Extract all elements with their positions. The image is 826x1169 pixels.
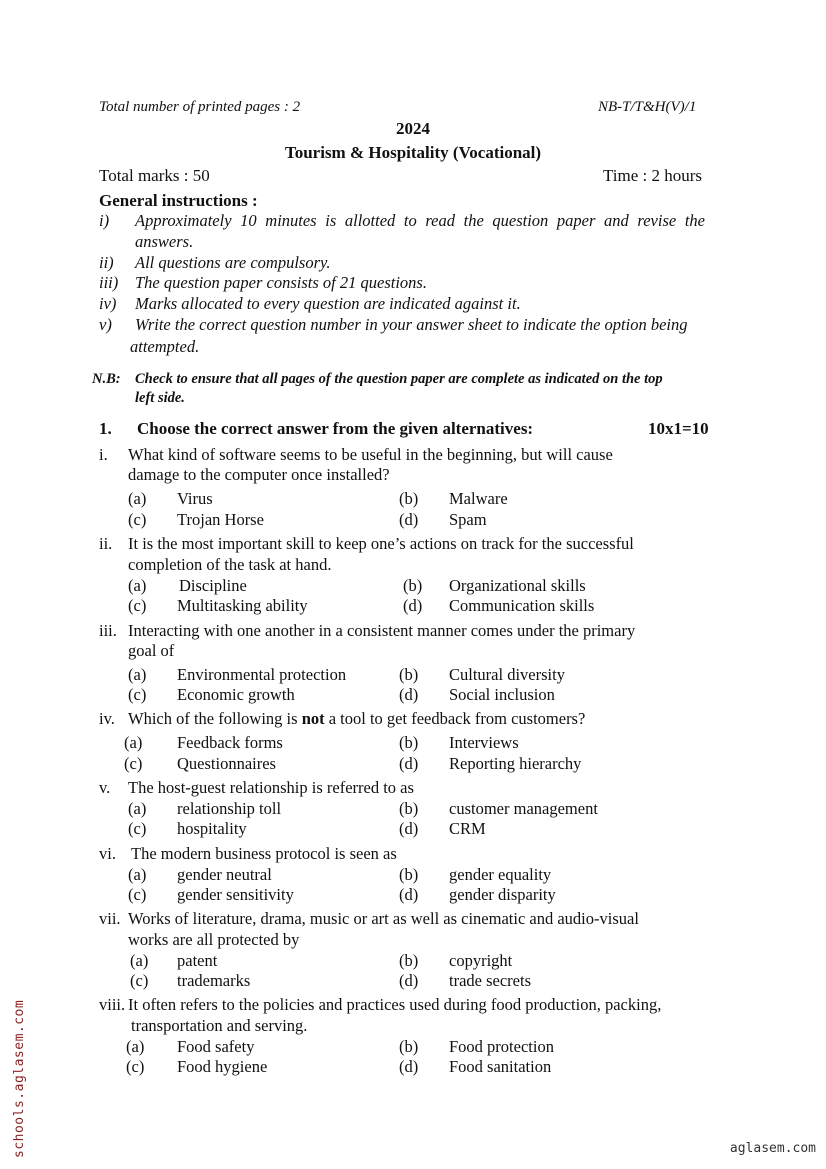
section-title: Choose the correct answer from the given alternatives:	[137, 419, 534, 438]
option-label: (b)	[399, 951, 419, 970]
option-label: (c)	[126, 1057, 145, 1076]
option-a: relationship toll	[177, 799, 282, 818]
option-label: (d)	[399, 1057, 419, 1076]
option-b: Cultural diversity	[449, 665, 565, 684]
question-text: Interacting with one another in a consistent manner comes under the primary	[128, 621, 636, 640]
question-text: It often refers to the policies and practices used during food production, packing,	[128, 995, 662, 1014]
instructions-title: General instructions :	[99, 191, 258, 210]
instruction-text: The question paper consists of 21 questions.	[135, 273, 427, 292]
option-b: Organizational skills	[449, 576, 586, 595]
option-label: (a)	[128, 865, 147, 884]
section-marks: 10x1=10	[648, 419, 709, 438]
option-label: (b)	[403, 576, 423, 595]
question-number: ii.	[99, 534, 113, 553]
question-text	[128, 709, 585, 729]
question-text: It is the most important skill to keep one’s actions on track for the successful	[128, 534, 634, 553]
option-label: (a)	[126, 1037, 145, 1056]
instruction-number: v)	[99, 315, 112, 334]
option-b: gender equality	[449, 865, 552, 884]
option-d: CRM	[449, 819, 486, 838]
option-label: (d)	[399, 819, 419, 838]
option-d: Reporting hierarchy	[449, 754, 582, 773]
instruction-text: Write the correct question number in your answer sheet to indicate the option being	[135, 315, 688, 334]
question-text-pre: Which of the following is	[128, 709, 302, 728]
side-watermark: schools.aglasem.com	[12, 999, 27, 1158]
question-text-cont: completion of the task at hand.	[128, 555, 332, 574]
instruction-number: iv)	[99, 294, 117, 313]
option-d: gender disparity	[449, 885, 556, 904]
option-d: Food sanitation	[449, 1057, 552, 1076]
question-text-cont: transportation and serving.	[131, 1016, 308, 1035]
option-label: (a)	[128, 799, 147, 818]
nb-label: N.B:	[92, 371, 121, 387]
exam-time: Time : 2 hours	[603, 166, 703, 185]
question-number: viii.	[99, 995, 126, 1014]
question-text-cont: goal of	[128, 641, 175, 660]
option-label: (c)	[128, 510, 147, 529]
option-label: (d)	[403, 596, 423, 615]
option-label: (d)	[399, 685, 419, 704]
option-b: Food protection	[449, 1037, 554, 1056]
question-number: iv.	[99, 709, 115, 728]
printed-pages-note: Total number of printed pages : 2	[99, 99, 301, 115]
option-c: gender sensitivity	[177, 885, 294, 904]
footer-watermark: aglasem.com	[729, 1141, 816, 1156]
question-text: What kind of software seems to be useful in the beginning, but will cause	[128, 445, 613, 464]
option-a: Virus	[177, 489, 213, 508]
instruction-number: iii)	[99, 273, 119, 292]
option-label: (d)	[399, 971, 419, 990]
option-b: copyright	[449, 951, 513, 970]
option-a: Food safety	[177, 1037, 255, 1056]
option-c: Economic growth	[177, 685, 295, 704]
option-d: trade secrets	[449, 971, 531, 990]
instruction-text-cont: answers.	[135, 232, 194, 251]
option-a: Feedback forms	[177, 733, 283, 752]
question-number: iii.	[99, 621, 117, 640]
option-b: Malware	[449, 489, 508, 508]
option-d: Social inclusion	[449, 685, 555, 704]
option-a: gender neutral	[177, 865, 272, 884]
nb-text-cont: left side.	[135, 390, 185, 406]
option-a: Discipline	[179, 576, 247, 595]
option-label: (b)	[399, 489, 419, 508]
option-c: Multitasking ability	[177, 596, 308, 615]
exam-year: 2024	[396, 119, 430, 138]
question-number: vii.	[99, 909, 121, 928]
option-label: (a)	[130, 951, 149, 970]
question-emphasis: not	[301, 709, 325, 728]
option-label: (b)	[399, 799, 419, 818]
question-text: The host-guest relationship is referred to as	[128, 778, 414, 797]
question-number: v.	[99, 778, 111, 797]
option-label: (b)	[399, 665, 419, 684]
question-number: vi.	[99, 844, 116, 863]
option-label: (d)	[399, 885, 419, 904]
option-label: (a)	[128, 576, 147, 595]
option-label: (d)	[399, 754, 419, 773]
subject-title: Tourism & Hospitality (Vocational)	[284, 143, 542, 162]
option-c: hospitality	[177, 819, 247, 838]
option-label: (c)	[128, 596, 147, 615]
question-number: i.	[99, 445, 108, 464]
question-text: The modern business protocol is seen as	[131, 844, 397, 863]
option-d: Communication skills	[449, 596, 595, 615]
option-label: (b)	[399, 1037, 419, 1056]
option-c: Food hygiene	[177, 1057, 268, 1076]
option-label: (b)	[399, 865, 419, 884]
total-marks: Total marks : 50	[99, 166, 210, 185]
option-label: (c)	[128, 819, 147, 838]
nb-text: Check to ensure that all pages of the question paper are complete as indicated on the top	[135, 371, 663, 387]
instruction-number: i)	[99, 211, 110, 230]
option-c: Trojan Horse	[177, 510, 264, 529]
option-c: Questionnaires	[177, 754, 276, 773]
option-c: trademarks	[177, 971, 251, 990]
option-b: Interviews	[449, 733, 519, 752]
option-d: Spam	[449, 510, 487, 529]
instruction-text: Marks allocated to every question are indicated against it.	[135, 294, 521, 313]
section-number: 1.	[99, 419, 112, 438]
question-text: Works of literature, drama, music or art as well as cinematic and audio-visual	[128, 909, 639, 928]
option-a: patent	[177, 951, 218, 970]
instruction-text: Approximately 10 minutes is allotted to read the question paper and revise the	[135, 211, 705, 230]
option-label: (a)	[124, 733, 143, 752]
option-label: (b)	[399, 733, 419, 752]
instruction-text: All questions are compulsory.	[135, 253, 331, 272]
question-text-cont: works are all protected by	[128, 930, 300, 949]
question-text-cont: damage to the computer once installed?	[128, 465, 390, 484]
option-label: (a)	[128, 665, 147, 684]
option-label: (c)	[128, 885, 147, 904]
paper-code: NB-T/T&H(V)/1	[598, 99, 697, 115]
question-text-post: a tool to get feedback from customers?	[324, 709, 586, 728]
option-label: (d)	[399, 510, 419, 529]
option-a: Environmental protection	[177, 665, 347, 684]
instruction-text-cont: attempted.	[130, 337, 200, 356]
option-b: customer management	[449, 799, 598, 818]
option-label: (c)	[124, 754, 143, 773]
option-label: (c)	[130, 971, 149, 990]
option-label: (c)	[128, 685, 147, 704]
option-label: (a)	[128, 489, 147, 508]
instruction-number: ii)	[99, 253, 114, 272]
